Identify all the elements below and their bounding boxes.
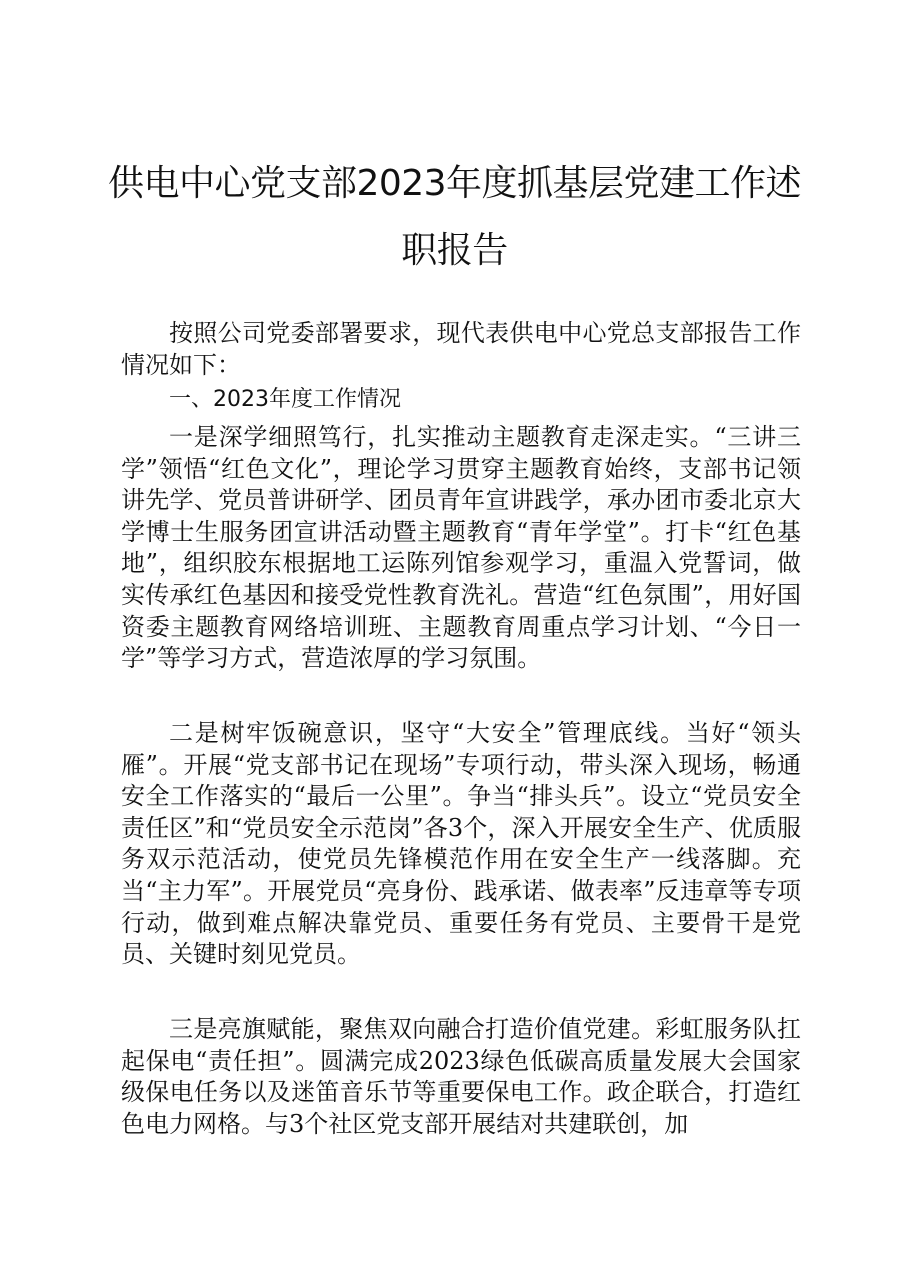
body-paragraph-2: 二是树牢饭碗意识，坚守“大安全”管理底线。当好“领头雁”。开展“党支部书记在现场”专项行动，带头深入现场，畅通安全工作落实的“最后一公里”。争当“排头兵”。设立“党员安全责任区”和“党员安全示范岗”各3个，深入开展安全生产、优质服务双示范活动，使党员先锋模范作用在安全生产一线落脚。充当“主力军”。开展党员“亮身份、践承诺、做表率”反违章等专项行动，做到难点解决靠党员、重要任务有党员、主要骨干是党员、关键时刻见党员。: [121, 719, 801, 969]
document-title-line2: 职报告: [401, 230, 508, 271]
section-heading: 一、2023年度工作情况: [169, 387, 401, 412]
intro-paragraph: 按照公司党委部署要求，现代表供电中心党总支部报告工作情况如下：: [121, 319, 801, 379]
body-paragraph-1: 一是深学细照笃行，扎实推动主题教育走深走实。“三讲三学”领悟“红色文化”，理论学习贯穿主题教育始终，支部书记领讲先学、党员普讲研学、团员青年宣讲践学，承办团市委北京大学博士生服务团宣讲活动暨主题教育“青年学堂”。打卡“红色基地”，组织胶东根据地工运陈列馆参观学习，重温入党誓词，做实传承红色基因和接受党性教育洗礼。营造“红色氛围”，用好国资委主题教育网络培训班、主题教育周重点学习计划、“今日一学”等学习方式，营造浓厚的学习氛围。: [121, 423, 801, 673]
body-paragraph-3: 三是亮旗赋能，聚焦双向融合打造价值党建。彩虹服务队扛起保电“责任担”。圆满完成2023绿色低碳高质量发展大会国家级保电任务以及迷笛音乐节等重要保电工作。政企联合，打造红色电力网格。与3个社区党支部开展结对共建联创，加: [121, 1015, 801, 1138]
document-title-line1: 供电中心党支部2023年度抓基层党建工作述: [107, 163, 802, 204]
